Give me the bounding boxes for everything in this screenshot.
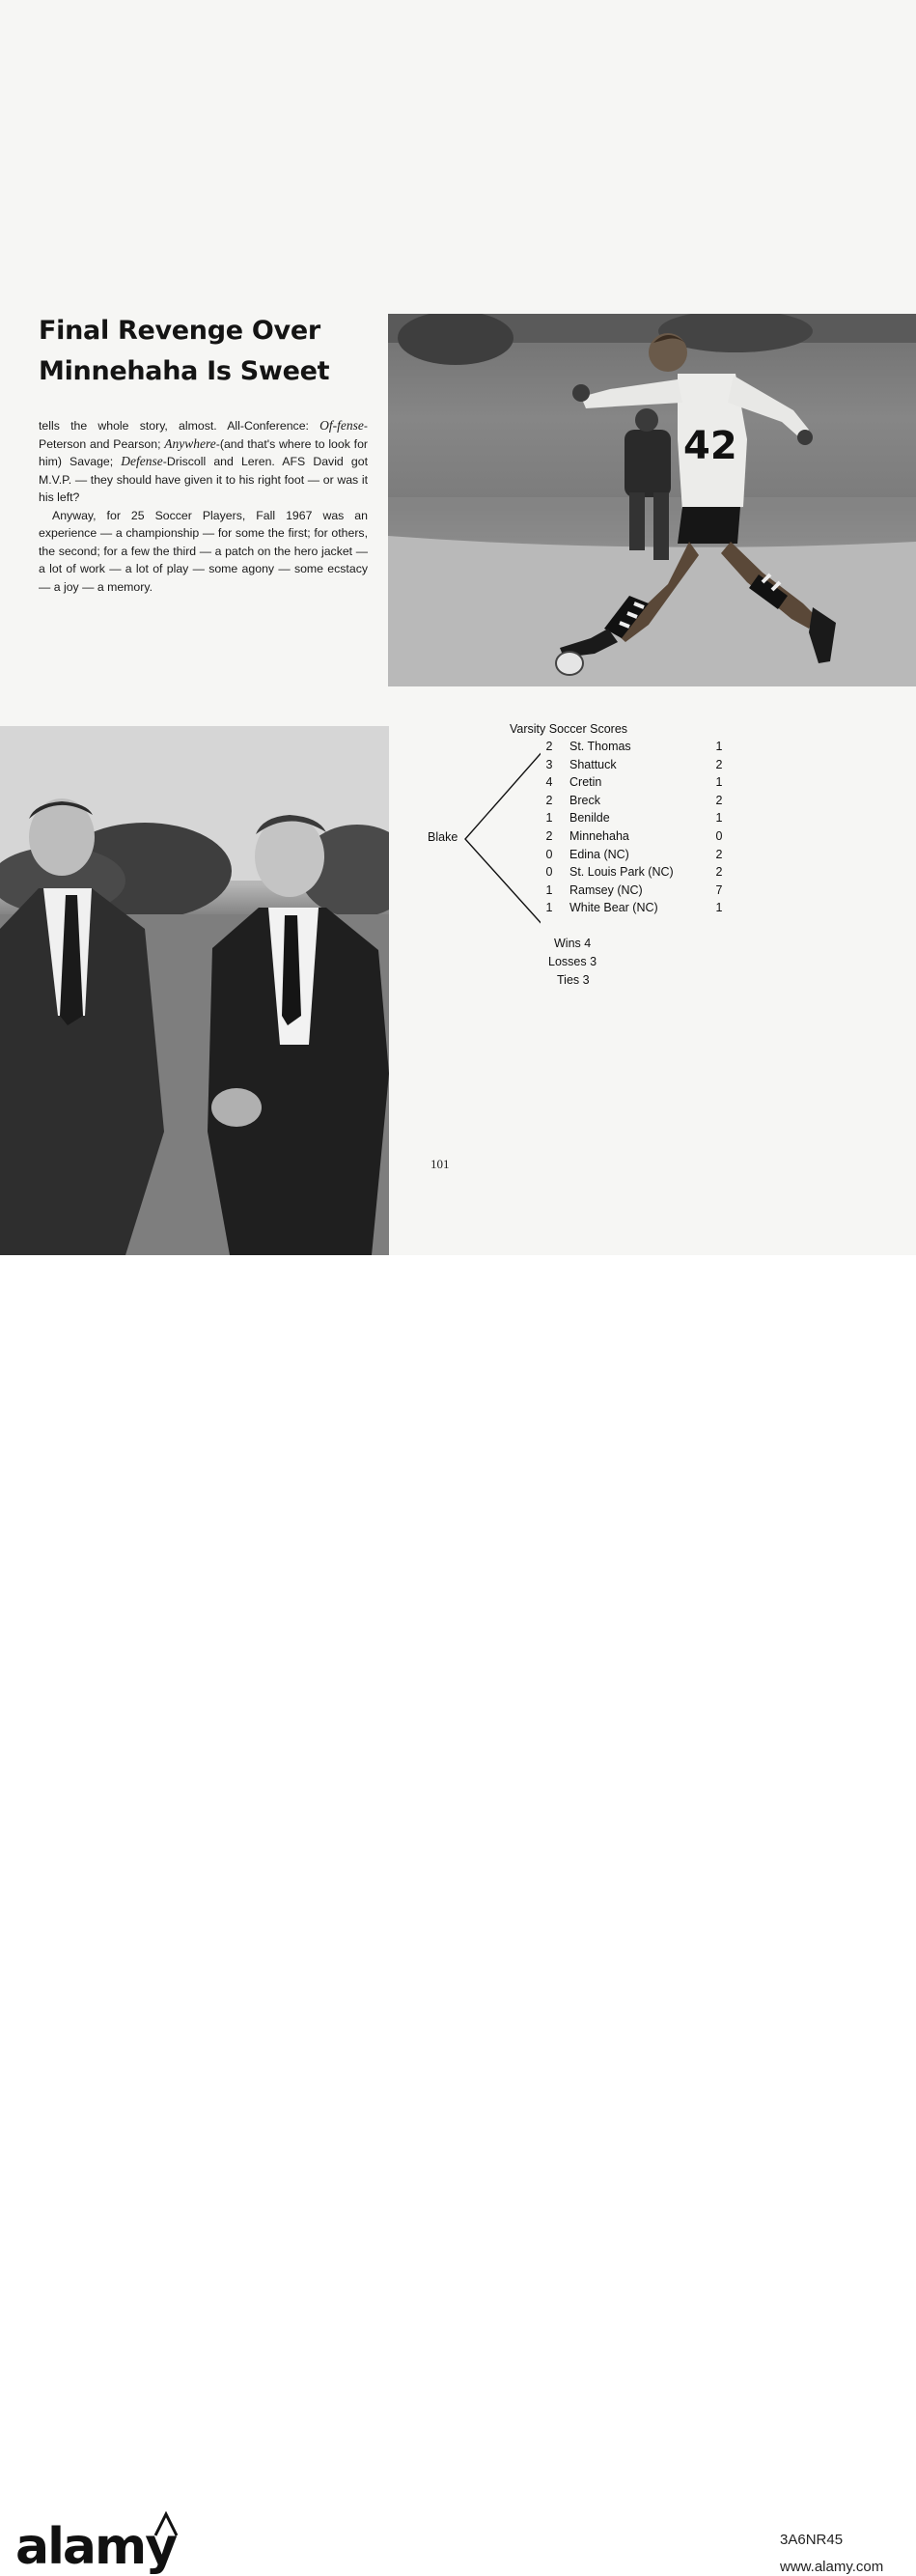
opponent-score: 1 — [715, 775, 723, 790]
coaches-photo — [0, 726, 389, 1255]
opponent-name: Benilde — [569, 811, 610, 826]
opponent-score: 7 — [715, 882, 723, 897]
anywhere-label: Anywhere — [164, 435, 216, 451]
headline-line-1: Final Revenge Over — [39, 316, 320, 346]
soccer-photo-illustration — [388, 314, 916, 686]
paragraph-1: tells the whole story, almost. All-Conference: Of-fense-Peterson and Pearson; Anywhere-(and that's where to look for him) Savage; Defense-Driscoll and Leren. AFS David got M.V.P. — they should have given it to his right foot — or was it his left? — [39, 418, 369, 504]
blake-score: 0 — [545, 865, 553, 880]
blake-score: 2 — [545, 829, 553, 843]
coaches-photo-illustration — [0, 726, 389, 1255]
opponent-score: 2 — [715, 865, 723, 880]
article-body — [39, 417, 368, 596]
article-headline — [39, 311, 367, 392]
ties-total: Ties 3 — [557, 973, 590, 987]
opponent-score: 1 — [715, 811, 723, 826]
opponent-name: Shattuck — [569, 757, 617, 771]
opponent-name: St. Thomas — [569, 740, 631, 753]
opponent-name: Breck — [569, 793, 600, 807]
alamy-logo: alamy — [15, 2518, 177, 2576]
opponent-name: St. Louis Park (NC) — [569, 865, 674, 880]
offense-label: Of-fense — [319, 418, 364, 433]
varsity-soccer-scores — [425, 722, 743, 987]
opponent-score: 1 — [715, 740, 723, 753]
score-row — [425, 883, 743, 901]
image-id: 3A6NR45 — [780, 2532, 844, 2548]
score-row — [425, 829, 743, 847]
score-row — [425, 794, 743, 811]
alamy-logo-icon — [152, 2510, 180, 2539]
opponent-score: 2 — [715, 847, 723, 861]
blake-score: 2 — [545, 793, 553, 807]
headline-line-2: Minnehaha Is Sweet — [39, 356, 330, 386]
team-name: Blake — [428, 830, 458, 844]
watermark-bar — [0, 1255, 916, 2576]
score-row — [425, 758, 743, 775]
blake-score: 4 — [545, 775, 553, 790]
jersey-number: 42 — [683, 424, 737, 468]
opponent-score: 2 — [715, 793, 723, 807]
score-row — [425, 775, 743, 793]
site-url: www.alamy.com — [780, 2559, 884, 2575]
opponent-name: Cretin — [569, 775, 602, 790]
opponent-score: 2 — [715, 757, 723, 771]
score-row — [425, 901, 743, 918]
scores-title: Varsity Soccer Scores — [510, 722, 628, 736]
blake-score: 1 — [545, 882, 553, 897]
yearbook-page — [0, 0, 916, 1255]
wins-total: Wins 4 — [554, 937, 592, 950]
opponent-name: Ramsey (NC) — [569, 882, 643, 897]
soccer-player-photo — [388, 314, 916, 686]
blake-score: 0 — [545, 847, 553, 861]
blake-score: 2 — [545, 740, 553, 753]
score-row — [425, 811, 743, 828]
score-row — [425, 848, 743, 865]
page-number: 101 — [430, 1157, 450, 1171]
score-row — [425, 865, 743, 882]
opponent-name: White Bear (NC) — [569, 901, 658, 915]
losses-total: Losses 3 — [548, 955, 597, 968]
blake-score: 1 — [545, 901, 553, 915]
opponent-score: 0 — [715, 829, 723, 843]
defense-label: Defense — [121, 454, 163, 468]
opponent-score: 1 — [715, 901, 723, 915]
show-through-text — [56, 77, 558, 120]
blake-score: 3 — [545, 757, 553, 771]
score-row — [425, 740, 743, 757]
opponent-name: Minnehaha — [569, 829, 629, 843]
opponent-name: Edina (NC) — [569, 847, 629, 861]
blake-score: 1 — [545, 811, 553, 826]
paragraph-2: Anyway, for 25 Soccer Players, Fall 1967 was an experience — a championship — for some the first; for others, the second; for a few the third — a patch on the hero jacket — a lot of work — a lot of play — some agony — some ecstacy — a joy — a memory. — [39, 508, 368, 594]
